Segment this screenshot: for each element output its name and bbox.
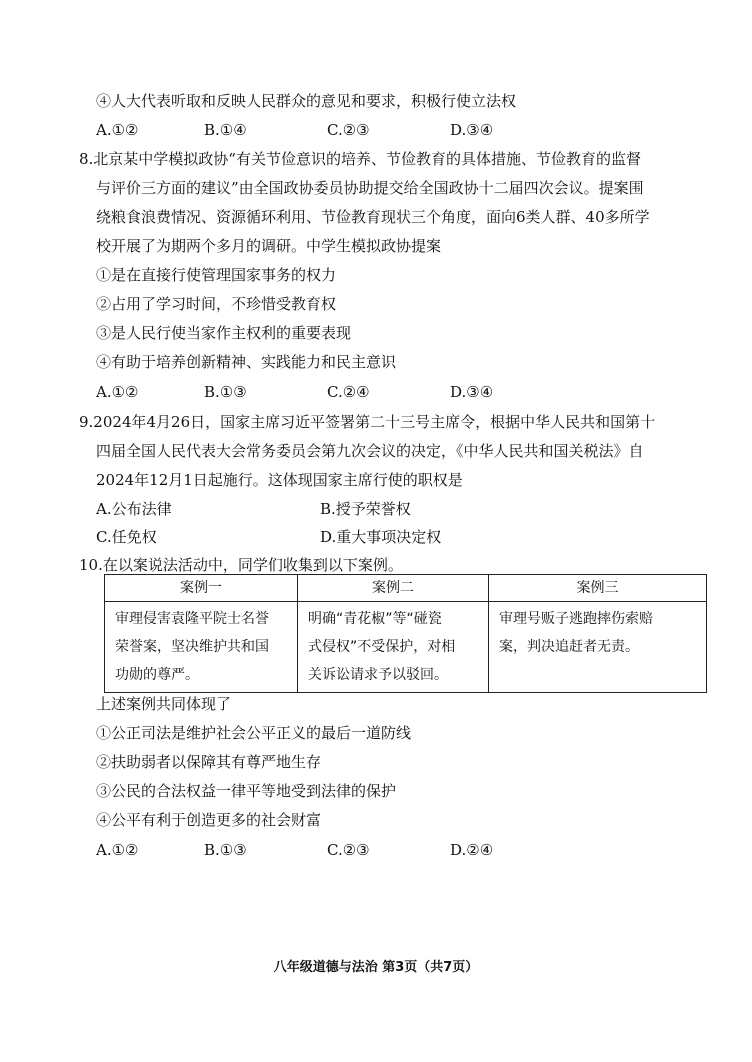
q8-stem-line-2: 与评价三方面的建议”由全国政协委员协助提交给全国政协十二届四次会议。提案围 xyxy=(96,179,644,197)
q8-stem-line-4: 校开展了为期两个多月的调研。中学生模拟政协提案 xyxy=(96,237,442,255)
q7-option-a: A.①② xyxy=(96,121,139,139)
case-3-line-2: 案，判决追赶者无责。 xyxy=(499,639,639,655)
q8-item-1: ①是在直接行使管理国家事务的权力 xyxy=(96,266,337,284)
q8-item-2: ②占用了学习时间，不珍惜受教育权 xyxy=(96,295,337,313)
q10-item-4: ④公平有利于创造更多的社会财富 xyxy=(96,811,322,829)
q9-stem-line-1: 9.2024年4月26日，国家主席习近平签署第二十三号主席令，根据中华人民共和国第十 xyxy=(79,413,656,431)
case-3-line-1: 审理号贩子逃跑摔伤索赔 xyxy=(499,611,653,627)
q9-option-b: B.授予荣誉权 xyxy=(320,500,411,518)
q10-option-a: A.①② xyxy=(96,841,139,859)
q8-option-b: B.①③ xyxy=(204,383,247,401)
case-cell-3 xyxy=(489,602,707,693)
q10-item-3: ③公民的合法权益一律平等地受到法律的保护 xyxy=(96,782,397,800)
q10-lead: 上述案例共同体现了 xyxy=(96,695,232,713)
q10-stem: 10.在以案说法活动中，同学们收集到以下案例。 xyxy=(79,556,403,574)
q10-option-c: C.②③ xyxy=(327,841,370,859)
q7-option-b: B.①④ xyxy=(204,121,247,139)
case-table-header-row xyxy=(105,575,707,602)
q10-options xyxy=(96,840,656,860)
q8-stem-line-3: 绕粮食浪费情况、资源循环利用、节俭教育现状三个角度，面向6类人群、40多所学 xyxy=(96,208,650,226)
case-1-line-1: 审理侵害袁隆平院士名誉 xyxy=(115,611,269,627)
case-cell-1 xyxy=(105,602,298,693)
case-1-line-3: 功勋的尊严。 xyxy=(115,667,199,683)
q9-stem-line-2: 四届全国人民代表大会常务委员会第九次会议的决定，《中华人民共和国关税法》自 xyxy=(96,442,644,460)
q8-item-4: ④有助于培养创新精神、实践能力和民主意识 xyxy=(96,353,397,371)
case-header-3: 案例三 xyxy=(489,575,707,602)
q8-stem-line-1: 8.北京某中学模拟政协“有关节俭意识的培养、节俭教育的具体措施、节俭教育的监督 xyxy=(79,150,641,168)
case-2-line-1: 明确“青花椒”等“碰瓷 xyxy=(308,611,442,627)
q7-option-d: D.③④ xyxy=(450,121,494,139)
q8-option-c: C.②④ xyxy=(327,383,370,401)
q7-options xyxy=(96,120,656,140)
case-2-line-2: 式侵权”不受保护，对相 xyxy=(308,639,456,655)
q10-option-d: D.②④ xyxy=(450,841,494,859)
case-header-1: 案例一 xyxy=(105,575,298,602)
q8-option-a: A.①② xyxy=(96,383,139,401)
page-footer: 八年级道德与法治 第3页（共7页） xyxy=(273,960,479,975)
q7-option-c: C.②③ xyxy=(327,121,370,139)
case-table xyxy=(104,574,707,693)
q9-options-row-2 xyxy=(96,527,656,547)
q8-option-d: D.③④ xyxy=(450,383,494,401)
q9-option-a: A.公布法律 xyxy=(96,500,172,518)
case-2-line-3: 关诉讼请求予以驳回。 xyxy=(308,667,448,683)
q10-option-b: B.①③ xyxy=(204,841,247,859)
q8-item-3: ③是人民行使当家作主权利的重要表现 xyxy=(96,324,352,342)
q9-stem-line-3: 2024年12月1日起施行。这体现国家主席行使的职权是 xyxy=(96,471,463,489)
q9-option-c: C.任免权 xyxy=(96,528,157,546)
case-cell-2 xyxy=(298,602,489,693)
case-header-2: 案例二 xyxy=(298,575,489,602)
q10-item-1: ①公正司法是维护社会公平正义的最后一道防线 xyxy=(96,724,412,742)
q7-item-4: ④人大代表听取和反映人民群众的意见和要求，积极行使立法权 xyxy=(96,92,517,110)
q10-item-2: ②扶助弱者以保障其有尊严地生存 xyxy=(96,753,322,771)
case-table-row xyxy=(105,602,707,693)
case-1-line-2: 荣誉案，坚决维护共和国 xyxy=(115,639,269,655)
q9-option-d: D.重大事项决定权 xyxy=(320,528,442,546)
q8-options xyxy=(96,382,656,402)
q9-options-row-1 xyxy=(96,499,656,519)
